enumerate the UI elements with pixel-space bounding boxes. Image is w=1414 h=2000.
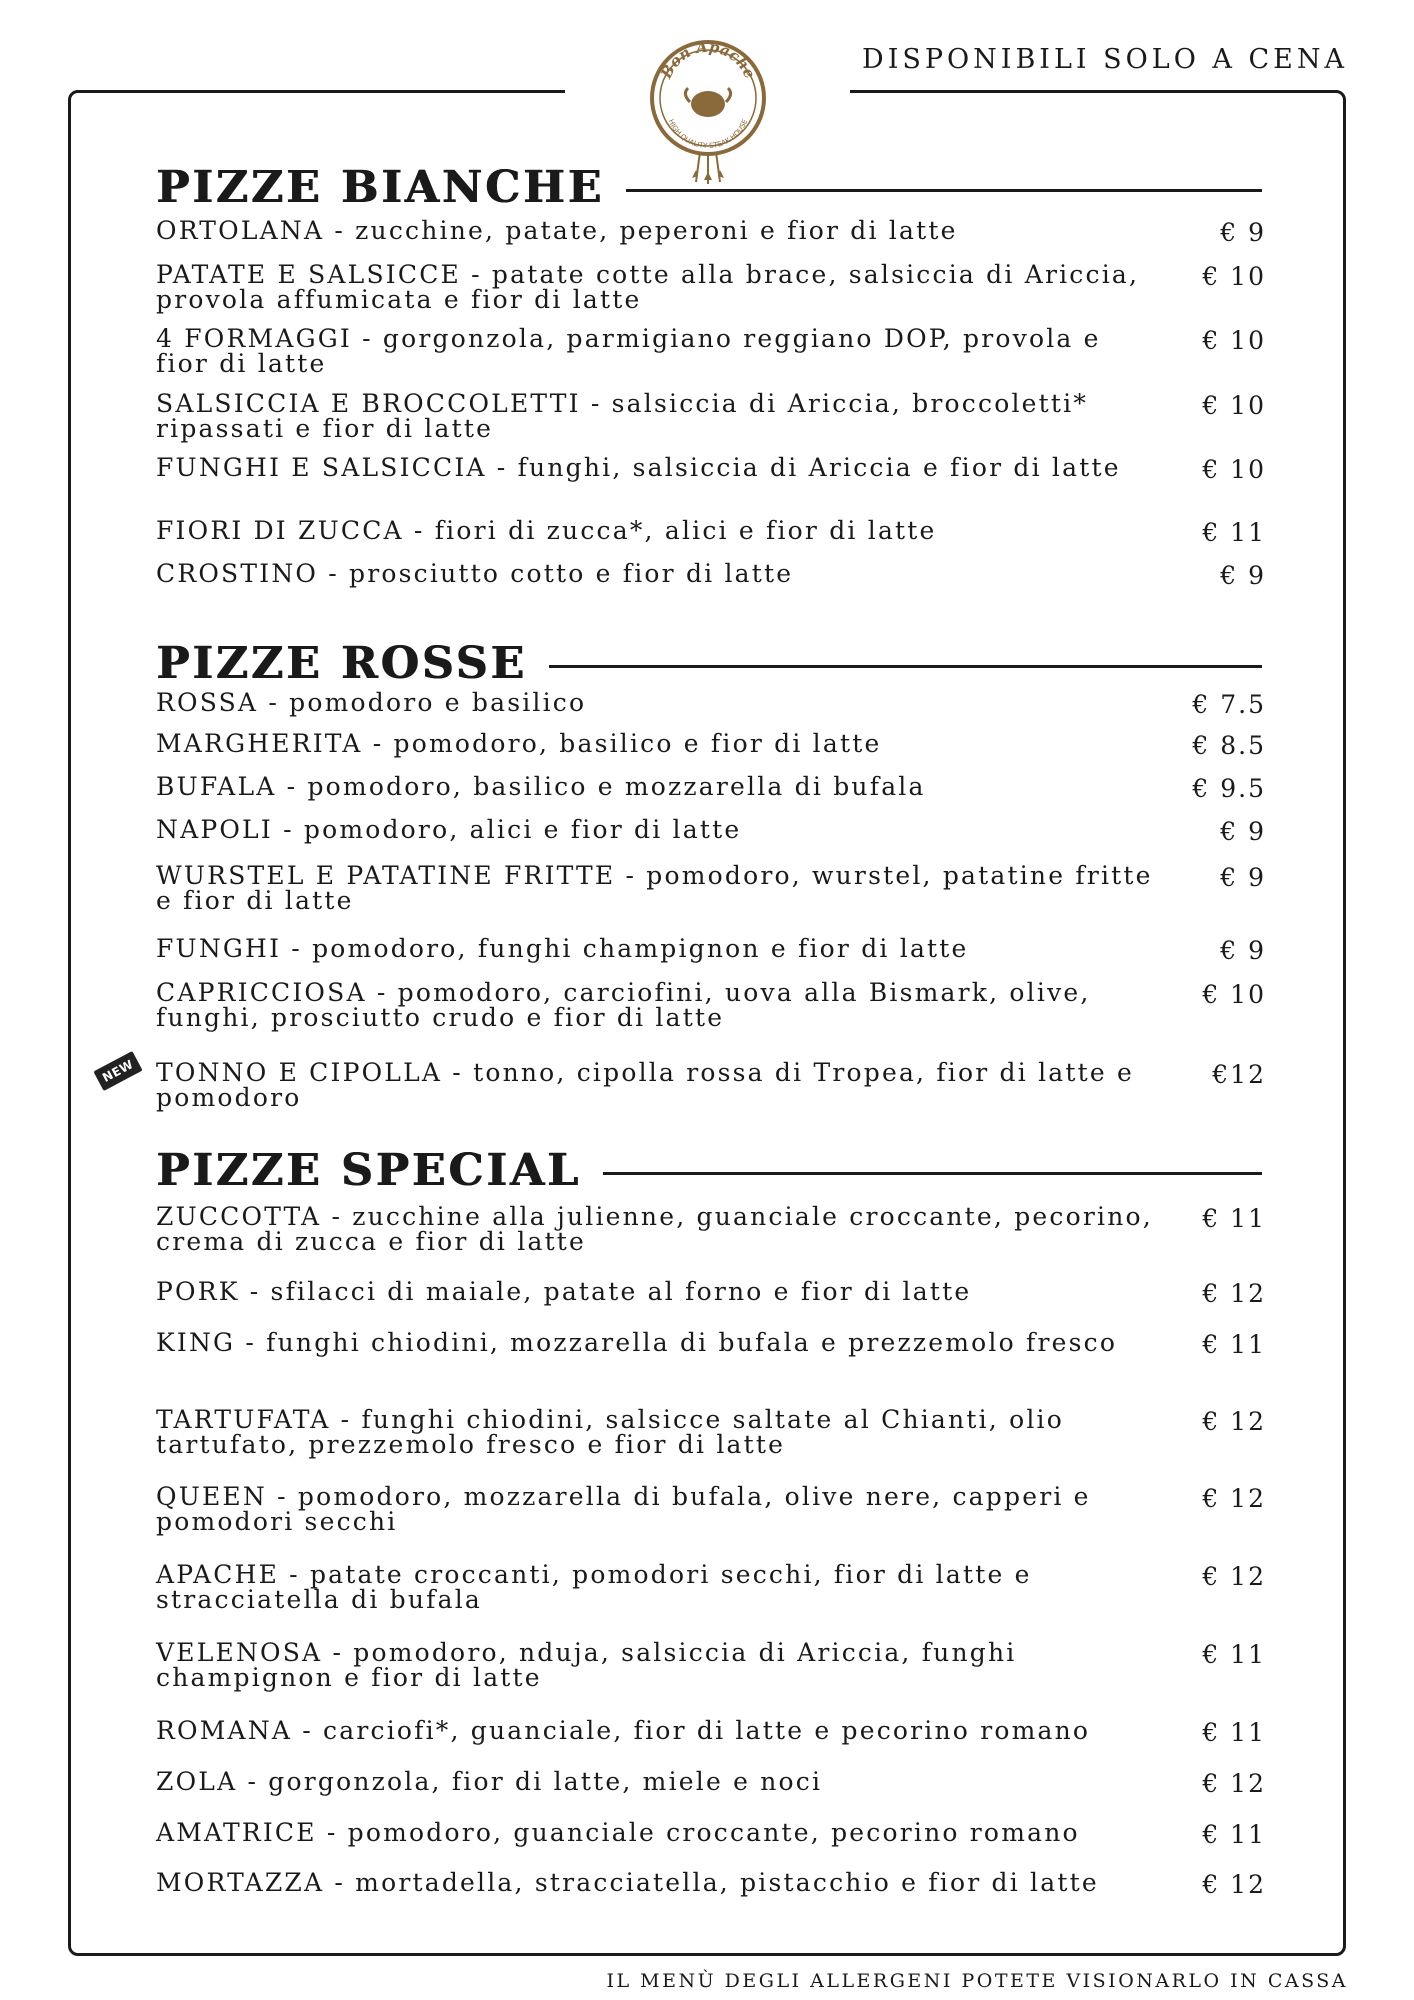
item-price: € 9.5 [1192, 774, 1266, 803]
menu-item-capricciosa [156, 980, 1266, 1030]
item-price: € 12 [1202, 1279, 1266, 1308]
menu-item-4-formaggi [156, 326, 1266, 376]
item-description: VELENOSA - pomodoro, nduja, salsiccia di Ariccia, funghi champignon e fior di latte [156, 1638, 1017, 1692]
item-description: ORTOLANA - zucchine, patate, peperoni e fior di latte [156, 216, 958, 245]
item-description: 4 FORMAGGI - gorgonzola, parmigiano reggiano DOP, provola e fior di latte [156, 324, 1101, 378]
menu-item-mortazza [156, 1870, 1266, 1899]
logo-subtext: HIGH QUALITY STEAK HOUSE [666, 118, 750, 151]
menu-item-apache [156, 1562, 1266, 1612]
item-price: € 12 [1202, 1769, 1266, 1798]
menu-item-rossa [156, 690, 1266, 719]
section-rosse-header [156, 638, 1262, 689]
item-description: PATATE E SALSICCE - patate cotte alla brace, salsiccia di Ariccia, provola affumicata e fior di latte [156, 260, 1140, 314]
item-price: € 9 [1220, 218, 1266, 247]
item-description: BUFALA - pomodoro, basilico e mozzarella di bufala [156, 772, 926, 801]
menu-item-salsiccia-e-broccoletti [156, 391, 1266, 441]
menu-item-margherita [156, 731, 1266, 760]
item-price: € 9 [1220, 863, 1266, 892]
item-description: MORTAZZA - mortadella, stracciatella, pistacchio e fior di latte [156, 1868, 1099, 1897]
item-description: ROMANA - carciofi*, guanciale, fior di latte e pecorino romano [156, 1716, 1091, 1745]
item-description: TONNO E CIPOLLA - tonno, cipolla rossa di Tropea, fior di latte e pomodoro [156, 1058, 1135, 1112]
item-price: € 10 [1202, 326, 1266, 355]
item-price: € 12 [1202, 1870, 1266, 1899]
item-description: AMATRICE - pomodoro, guanciale croccante, pecorino romano [156, 1818, 1080, 1847]
item-price: € 12 [1202, 1407, 1266, 1436]
menu-item-pork [156, 1279, 1266, 1308]
item-description: ZOLA - gorgonzola, fior di latte, miele e noci [156, 1767, 823, 1796]
menu-item-funghi [156, 936, 1266, 965]
item-description: MARGHERITA - pomodoro, basilico e fior di latte [156, 729, 882, 758]
menu-item-romana [156, 1718, 1266, 1747]
availability-banner: DISPONIBILI SOLO A CENA [862, 44, 1348, 75]
item-description: KING - funghi chiodini, mozzarella di bufala e prezzemolo fresco [156, 1328, 1118, 1357]
item-price: € 11 [1202, 518, 1266, 547]
menu-item-zola [156, 1769, 1266, 1798]
item-description: ROSSA - pomodoro e basilico [156, 688, 587, 717]
menu-item-tonno-e-cipolla [156, 1060, 1266, 1110]
item-price: € 9 [1220, 936, 1266, 965]
menu-item-zuccotta [156, 1204, 1266, 1254]
item-price: € 11 [1202, 1330, 1266, 1359]
menu-item-king [156, 1330, 1266, 1359]
section-bianche-header [156, 162, 1262, 213]
menu-item-fiori-di-zucca [156, 518, 1266, 547]
item-description: FUNGHI - pomodoro, funghi champignon e fior di latte [156, 934, 969, 963]
item-price: € 10 [1202, 262, 1266, 291]
allergen-note: IL MENÙ DEGLI ALLERGENI POTETE VISIONARLO IN CASSA [606, 1970, 1348, 1992]
menu-item-ortolana [156, 218, 1266, 247]
item-price: € 10 [1202, 455, 1266, 484]
logo-text: Bon Apache [657, 37, 760, 82]
item-price: € 10 [1202, 980, 1266, 1009]
new-badge: NEW [93, 1051, 142, 1091]
item-description: QUEEN - pomodoro, mozzarella di bufala, olive nere, capperi e pomodori secchi [156, 1482, 1091, 1536]
menu-item-wurstel-e-patatine-fritte [156, 863, 1266, 913]
item-price: € 12 [1202, 1562, 1266, 1591]
menu-item-bufala [156, 774, 1266, 803]
item-price: € 9 [1220, 561, 1266, 590]
menu-item-crostino [156, 561, 1266, 590]
item-description: APACHE - patate croccanti, pomodori secchi, fior di latte e stracciatella di bufala [156, 1560, 1032, 1614]
menu-item-funghi-e-salsiccia [156, 455, 1266, 484]
item-description: CROSTINO - prosciutto cotto e fior di latte [156, 559, 794, 588]
menu-item-napoli [156, 817, 1266, 846]
menu-item-velenosa [156, 1640, 1266, 1690]
item-description: WURSTEL E PATATINE FRITTE - pomodoro, wurstel, patatine fritte e fior di latte [156, 861, 1153, 915]
menu-item-patate-e-salsicce [156, 262, 1266, 312]
item-price: € 11 [1202, 1718, 1266, 1747]
section-title-rosse: PIZZE ROSSE [156, 638, 527, 689]
item-description: FIORI DI ZUCCA - fiori di zucca*, alici e fior di latte [156, 516, 937, 545]
item-price: € 11 [1202, 1820, 1266, 1849]
menu-item-queen [156, 1484, 1266, 1534]
item-description: CAPRICCIOSA - pomodoro, carciofini, uova alla Bismark, olive, funghi, prosciutto crudo e fior di latte [156, 978, 1091, 1032]
item-description: NAPOLI - pomodoro, alici e fior di latte [156, 815, 742, 844]
item-price: € 11 [1202, 1640, 1266, 1669]
item-price: € 12 [1202, 1484, 1266, 1513]
item-description: ZUCCOTTA - zucchine alla julienne, guanciale croccante, pecorino, crema di zucca e fior di latte [156, 1202, 1153, 1256]
item-description: SALSICCIA E BROCCOLETTI - salsiccia di Ariccia, broccoletti* ripassati e fior di latte [156, 389, 1089, 443]
section-title-special: PIZZE SPECIAL [156, 1145, 581, 1196]
menu-item-tartufata [156, 1407, 1266, 1457]
item-price: € 11 [1202, 1204, 1266, 1233]
item-price: € 10 [1202, 391, 1266, 420]
section-rule [603, 1172, 1262, 1175]
section-special-header [156, 1145, 1262, 1196]
item-description: FUNGHI E SALSICCIA - funghi, salsiccia di Ariccia e fior di latte [156, 453, 1121, 482]
section-title-bianche: PIZZE BIANCHE [156, 162, 605, 213]
item-price: € 9 [1220, 817, 1266, 846]
item-price: € 8.5 [1192, 731, 1266, 760]
item-description: TARTUFATA - funghi chiodini, salsicce saltate al Chianti, olio tartufato, prezzemolo fresco e fior di latte [156, 1405, 1064, 1459]
item-price: €12 [1212, 1060, 1266, 1089]
item-description: PORK - sfilacci di maiale, patate al forno e fior di latte [156, 1277, 972, 1306]
item-price: € 7.5 [1192, 690, 1266, 719]
menu-item-amatrice [156, 1820, 1266, 1849]
section-rule [549, 665, 1262, 668]
section-rule [626, 189, 1262, 192]
